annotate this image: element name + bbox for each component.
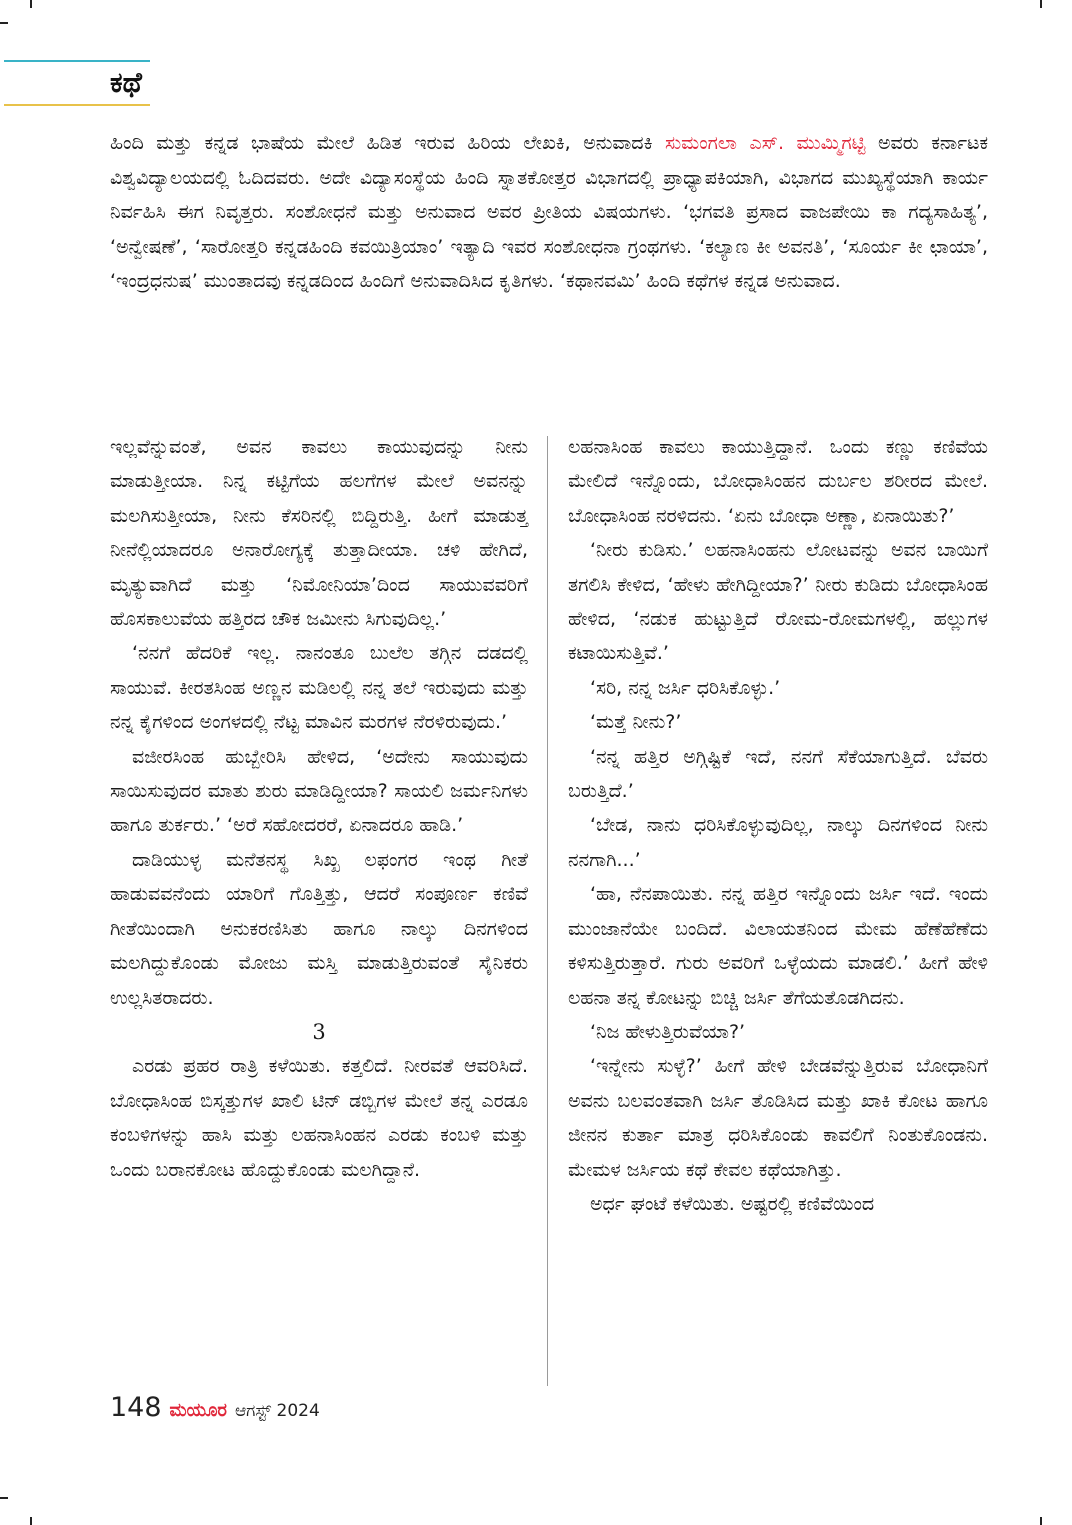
bio-rest: ಅವರು ಕರ್ನಾಟಕ ವಿಶ್ವವಿದ್ಯಾಲಯದಲ್ಲಿ ಓದಿದವರು. ಅದೇ ವಿದ್ಯಾಸಂಸ್ಥೆಯ ಹಿಂದಿ ಸ್ನಾತಕೋತ್ತರ ವಿಭಾಗದಲ್ಲಿ ಪ್ರಾಧ್ಯಾಪಕಿಯಾಗಿ, ವಿಭಾಗದ ಮುಖ್ಯಸ್ಥೆಯಾಗಿ ಕಾರ್ಯ ನಿರ್ವಹಿಸಿ ಈಗ ನಿವೃತ್ತರು. ಸಂಶೋಧನೆ ಮತ್ತು ಅನುವಾದ ಅವರ ಪ್ರೀತಿಯ ವಿಷಯಗಳು. ‘ಭಗವತಿ ಪ್ರಸಾದ ವಾಜಪೇಯಿ ಕಾ ಗದ್ಯಸಾಹಿತ್ಯ’, ‘ಅನ್ವೇಷಣೆ’, ‘ಸಾರೋತ್ತರಿ ಕನ್ನಡಹಿಂದಿ ಕವಯಿತ್ರಿಯಾಂ’ ಇತ್ಯಾದಿ ಇವರ ಸಂಶೋಧನಾ ಗ್ರಂಥಗಳು. ‘ಕಲ್ಯಾಣ ಕೀ ಅವನತಿ’, ‘ಸೂರ್ಯ ಕೀ ಛಾಯಾ’, ‘ಇಂದ್ರಧನುಷ’ ಮುಂತಾದವು ಕನ್ನಡದಿಂದ ಹಿಂದಿಗೆ ಅನುವಾದಿಸಿದ ಕೃತಿಗಳು. ‘ಕಥಾನವಮಿ’ ಹಿಂದಿ ಕಥೆಗಳ ಕನ್ನಡ ಅನುವಾದ. bbox=[110, 132, 988, 292]
paragraph: ಎರಡು ಪ್ರಹರ ರಾತ್ರಿ ಕಳೆಯಿತು. ಕತ್ತಲಿದೆ. ನೀರವತೆ ಆವರಿಸಿದೆ. ಬೋಧಾಸಿಂಹ ಬಿಸ್ಕತ್ತುಗಳ ಖಾಲಿ ಟಿನ್ ಡಬ್ಬಿಗಳ ಮೇಲೆ ತನ್ನ ಎರಡೂ ಕಂಬಳಿಗಳನ್ನು ಹಾಸಿ ಮತ್ತು ಲಹನಾಸಿಂಹನ ಎರಡು ಕಂಬಳಿ ಮತ್ತು ಒಂದು ಬರಾನಕೋಟ ಹೊದ್ದುಕೊಂಡು ಮಲಗಿದ್ದಾನೆ. bbox=[110, 1055, 528, 1181]
author-bio bbox=[110, 126, 988, 299]
page-footer bbox=[110, 1392, 320, 1428]
paragraph: ‘ಮತ್ತೆ ನೀನು?’ bbox=[590, 711, 682, 734]
crop-mark bbox=[1040, 1517, 1042, 1525]
crop-mark bbox=[0, 1497, 8, 1499]
left-column bbox=[110, 430, 528, 1187]
crop-mark bbox=[0, 22, 8, 24]
paragraph: ‘ಇನ್ನೇನು ಸುಳ್ಳೆ?’ ಹೀಗೆ ಹೇಳಿ ಬೇಡವೆನ್ನುತ್ತಿರುವ ಬೋಧಾನಿಗೆ ಅವನು ಬಲವಂತವಾಗಿ ಜರ್ಸಿ ತೊಡಿಸಿದ ಮತ್ತು ಖಾಕಿ ಕೋಟ ಹಾಗೂ ಜೀನನ ಕುರ್ತಾ ಮಾತ್ರ ಧರಿಸಿಕೊಂಡು ಕಾವಲಿಗೆ ನಿಂತುಕೊಂಡನು. ಮೇಮಳ ಜರ್ಸಿಯ ಕಥೆ ಕೇವಲ ಕಥೆಯಾಗಿತ್ತು. bbox=[568, 1055, 988, 1181]
paragraph: ಇಲ್ಲವೆನ್ನುವಂತೆ, ಅವನ ಕಾವಲು ಕಾಯುವುದನ್ನು ನೀನು ಮಾಡುತ್ತೀಯಾ. ನಿನ್ನ ಕಟ್ಟಿಗೆಯ ಹಲಗೆಗಳ ಮೇಲೆ ಅವನನ್ನು ಮಲಗಿಸುತ್ತೀಯಾ, ನೀನು ಕೆಸರಿನಲ್ಲಿ ಬಿದ್ದಿರುತ್ತಿ. ಹೀಗೆ ಮಾಡುತ್ತ ನೀನೆಲ್ಲಿಯಾದರೂ ಅನಾರೋಗ್ಯಕ್ಕೆ ತುತ್ತಾದೀಯಾ. ಚಳಿ ಹೇಗಿದೆ, ಮೃತ್ಯುವಾಗಿದೆ ಮತ್ತು ‘ನಿಮೋನಿಯಾ’ದಿಂದ ಸಾಯುವವರಿಗೆ ಹೊಸಕಾಲುವೆಯ ಹತ್ತಿರದ ಚೌಕ ಜಮೀನು ಸಿಗುವುದಿಲ್ಲ.’ bbox=[110, 436, 528, 631]
right-column bbox=[568, 430, 988, 1221]
column-divider bbox=[547, 436, 548, 1386]
crop-mark bbox=[1040, 0, 1042, 8]
section-rule-bottom bbox=[4, 104, 150, 106]
issue-date: ಆಗಸ್ಟ್ 2024 bbox=[234, 1401, 320, 1421]
crop-mark bbox=[30, 1517, 32, 1525]
section-title: ಕಥೆ bbox=[110, 66, 142, 99]
magazine-logo: ಮಯೂರ bbox=[169, 1400, 227, 1421]
paragraph: ಅರ್ಧ ಘಂಟೆ ಕಳೆಯಿತು. ಅಷ್ಟರಲ್ಲಿ ಕಣಿವೆಯಿಂದ bbox=[590, 1192, 875, 1215]
paragraph: ‘ಬೇಡ, ನಾನು ಧರಿಸಿಕೊಳ್ಳುವುದಿಲ್ಲ, ನಾಲ್ಕು ದಿನಗಳಿಂದ ನೀನು ನನಗಾಗಿ...’ bbox=[568, 814, 988, 871]
section-rule-top bbox=[4, 60, 150, 62]
bio-lead: ಹಿಂದಿ ಮತ್ತು ಕನ್ನಡ ಭಾಷೆಯ ಮೇಲೆ ಹಿಡಿತ ಇರುವ ಹಿರಿಯ ಲೇಖಕಿ, ಅನುವಾದಕಿ bbox=[110, 132, 666, 154]
paragraph: ‘ನೀರು ಕುಡಿಸು.’ ಲಹನಾಸಿಂಹನು ಲೋಟವನ್ನು ಅವನ ಬಾಯಿಗೆ ತಗಲಿಸಿ ಕೇಳಿದ, ‘ಹೇಳು ಹೇಗಿದ್ದೀಯಾ?’ ನೀರು ಕುಡಿದು ಬೋಧಾಸಿಂಹ ಹೇಳಿದ, ‘ನಡುಕ ಹುಟ್ಟುತ್ತಿದೆ ರೋಮ-ರೋಮಗಳಲ್ಲಿ, ಹಲ್ಲುಗಳ ಕಟಾಯಿಸುತ್ತಿವೆ.’ bbox=[568, 539, 988, 665]
paragraph: ಲಹನಾಸಿಂಹ ಕಾವಲು ಕಾಯುತ್ತಿದ್ದಾನೆ. ಒಂದು ಕಣ್ಣು ಕಣಿವೆಯ ಮೇಲಿದೆ ಇನ್ನೊಂದು, ಬೋಧಾಸಿಂಹನ ದುರ್ಬಲ ಶರೀರದ ಮೇಲೆ. ಬೋಧಾಸಿಂಹ ನರಳಿದನು. ‘ಏನು ಬೋಧಾ ಅಣ್ಣಾ, ಏನಾಯಿತು?’ bbox=[568, 436, 988, 527]
paragraph: ‘ನನ್ನ ಹತ್ತಿರ ಅಗ್ಗಿಷ್ಟಿಕೆ ಇದೆ, ನನಗೆ ಸೆಕೆಯಾಗುತ್ತಿದೆ. ಬೆವರು ಬರುತ್ತಿದೆ.’ bbox=[568, 745, 988, 803]
author-name: ಸುಮಂಗಲಾ ಎಸ್. ಮುಮ್ಮಿಗಟ್ಟಿ bbox=[665, 132, 866, 154]
paragraph: ‘ಸರಿ, ನನ್ನ ಜರ್ಸಿ ಧರಿಸಿಕೊಳ್ಳು.’ bbox=[590, 676, 781, 699]
paragraph: ವಜೀರಸಿಂಹ ಹುಬ್ಬೇರಿಸಿ ಹೇಳಿದ, ‘ಅದೇನು ಸಾಯುವುದು ಸಾಯಿಸುವುದರ ಮಾತು ಶುರು ಮಾಡಿದ್ದೀಯಾ? ಸಾಯಲಿ ಜರ್ಮನಿಗಳು ಹಾಗೂ ತುರ್ಕರು.’ ‘ಅರೆ ಸಹೋದರರೆ, ಏನಾದರೂ ಹಾಡಿ.’ bbox=[110, 745, 528, 837]
paragraph: ‘ನನಗೆ ಹೆದರಿಕೆ ಇಲ್ಲ. ನಾನಂತೂ ಬುಲೆಲ ತಗ್ಗಿನ ದಡದಲ್ಲಿ ಸಾಯುವೆ. ಕೀರತಸಿಂಹ ಅಣ್ಣನ ಮಡಿಲಲ್ಲಿ ನನ್ನ ತಲೆ ಇರುವುದು ಮತ್ತು ನನ್ನ ಕೈಗಳಿಂದ ಅಂಗಳದಲ್ಲಿ ನೆಟ್ಟ ಮಾವಿನ ಮರಗಳ ನೆರಳಿರುವುದು.’ bbox=[110, 642, 528, 734]
section-number: 3 bbox=[312, 1019, 326, 1044]
paragraph: ‘ನಿಜ ಹೇಳುತ್ತಿರುವೆಯಾ?’ bbox=[590, 1020, 746, 1043]
page-number: 148 bbox=[110, 1392, 162, 1423]
paragraph: ‘ಹಾ, ನೆನಪಾಯಿತು. ನನ್ನ ಹತ್ತಿರ ಇನ್ನೊಂದು ಜರ್ಸಿ ಇದೆ. ಇಂದು ಮುಂಜಾನೆಯೇ ಬಂದಿದೆ. ವಿಲಾಯತನಿಂದ ಮೇಮ ಹೆಣೆಹೆಣೆದು ಕಳಿಸುತ್ತಿರುತ್ತಾರೆ. ಗುರು ಅವರಿಗೆ ಒಳ್ಳೆಯದು ಮಾಡಲಿ.’ ಹೀಗೆ ಹೇಳಿ ಲಹನಾ ತನ್ನ ಕೋಟನ್ನು ಬಿಚ್ಚಿ ಜರ್ಸಿ ತೆಗೆಯತೊಡಗಿದನು. bbox=[568, 883, 988, 1009]
paragraph: ದಾಡಿಯುಳ್ಳ ಮನೆತನಸ್ಥ ಸಿಖ್ಖ ಲಫಂಗರ ಇಂಥ ಗೀತೆ ಹಾಡುವವನೆಂದು ಯಾರಿಗೆ ಗೊತ್ತಿತ್ತು, ಆದರೆ ಸಂಪೂರ್ಣ ಕಣಿವೆ ಗೀತೆಯಿಂದಾಗಿ ಅನುಕರಣಿಸಿತು ಹಾಗೂ ನಾಲ್ಕು ದಿನಗಳಿಂದ ಮಲಗಿದ್ದುಕೊಂಡು ಮೋಜು ಮಸ್ತಿ ಮಾಡುತ್ತಿರುವಂತೆ ಸೈನಿಕರು ಉಲ್ಲಸಿತರಾದರು. bbox=[110, 848, 528, 1009]
crop-mark bbox=[30, 0, 32, 8]
